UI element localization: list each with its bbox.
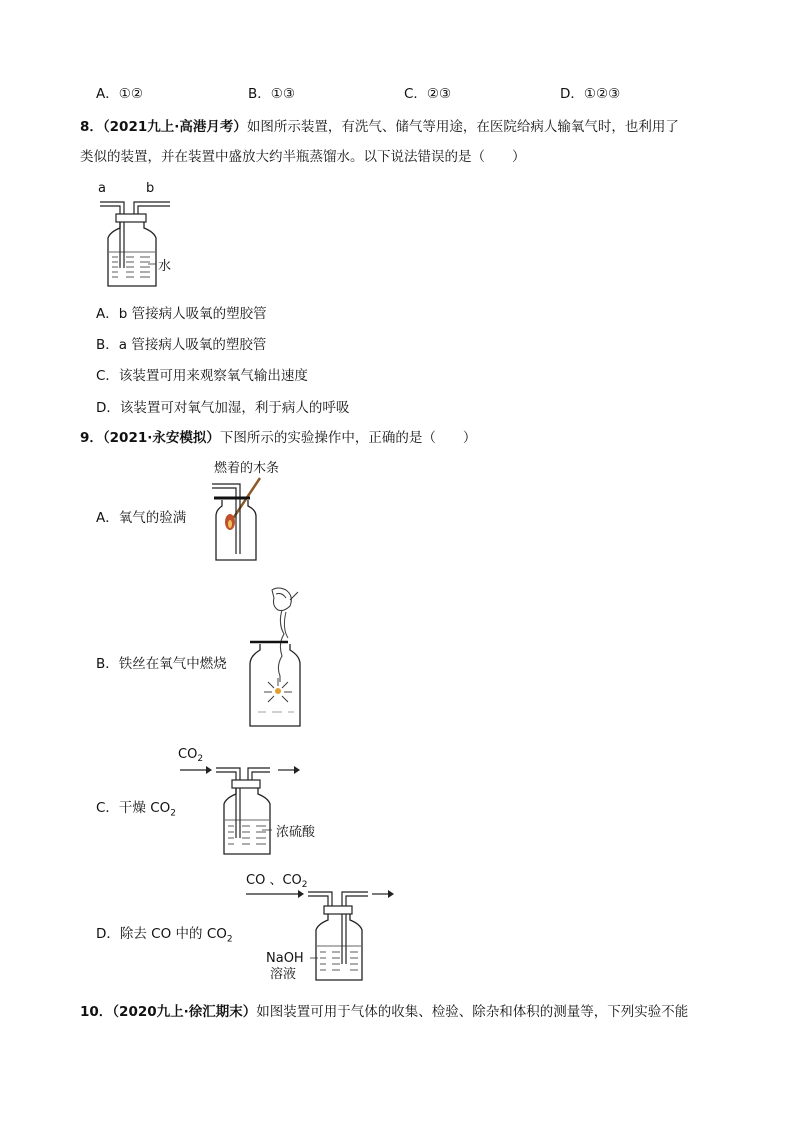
q9-figure-b-iron-wire-burning xyxy=(244,584,310,730)
label-co-co2-inlet: CO 、$CO_2$ xyxy=(246,873,308,890)
label-burning-stick: 燃着的木条 xyxy=(214,461,280,476)
label-conc-sulfuric-acid: 浓硫酸 xyxy=(276,825,316,840)
q8-option-a: A．b 管接病人吸氧的塑胶管 xyxy=(96,306,267,322)
question-source: （2020九上·徐汇期末） xyxy=(112,1004,257,1020)
label-naoh: NaOH xyxy=(266,951,304,966)
question-text: 下图所示的实验操作中，正确的是（ ） xyxy=(219,430,477,446)
label-water: 水 xyxy=(158,259,172,274)
label-co2-inlet: $CO_2$ xyxy=(178,747,204,764)
question-number: 8． xyxy=(80,119,103,135)
q8-option-c: C．该装置可用来观察氧气输出速度 xyxy=(96,368,308,384)
label-b: b xyxy=(146,181,155,196)
q9-option-b: B．铁丝在氧气中燃烧 xyxy=(96,656,227,672)
q9-figure-d-remove-co2 xyxy=(244,866,404,984)
q9-option-d: D．除去 CO 中的 $CO_2$ xyxy=(96,926,233,945)
question-number: 10． xyxy=(80,1004,113,1020)
q9-option-a: A．氧气的验满 xyxy=(96,510,187,526)
q8-gas-bottle-diagram xyxy=(90,180,180,290)
prev-option-d: D．①②③ xyxy=(560,86,621,102)
label-solution: 溶液 xyxy=(270,967,297,982)
prev-option-c: C．②③ xyxy=(404,86,452,102)
question-10-stem xyxy=(80,1000,688,1020)
prev-option-a: A．①② xyxy=(96,86,143,102)
question-source: （2021·永安模拟） xyxy=(102,430,220,446)
prev-option-b: B．①③ xyxy=(248,86,295,102)
question-text: 如图所示装置，有洗气、储气等用途，在医院给病人输氧气时，也利用了 xyxy=(246,119,679,135)
label-a: a xyxy=(98,181,106,196)
q9-option-c: C．干燥 $CO_2$ xyxy=(96,800,177,819)
q9-figure-a-oxygen-test xyxy=(208,458,288,566)
q8-option-b: B．a 管接病人吸氧的塑胶管 xyxy=(96,337,267,353)
question-source: （2021九上·高港月考） xyxy=(102,119,247,135)
question-8-stem xyxy=(80,115,679,135)
question-8-stem-line2: 类似的装置，并在装置中盛放大约半瓶蒸馏水。以下说法错误的是（ ） xyxy=(80,149,526,165)
question-text: 如图装置可用于气体的收集、检验、除杂和体积的测量等，下列实验不能 xyxy=(256,1004,689,1020)
q8-option-d: D．该装置可对氧气加湿，利于病人的呼吸 xyxy=(96,400,350,416)
q9-figure-c-dry-co2 xyxy=(176,742,336,858)
question-9-stem xyxy=(80,426,476,446)
question-number: 9． xyxy=(80,430,103,446)
